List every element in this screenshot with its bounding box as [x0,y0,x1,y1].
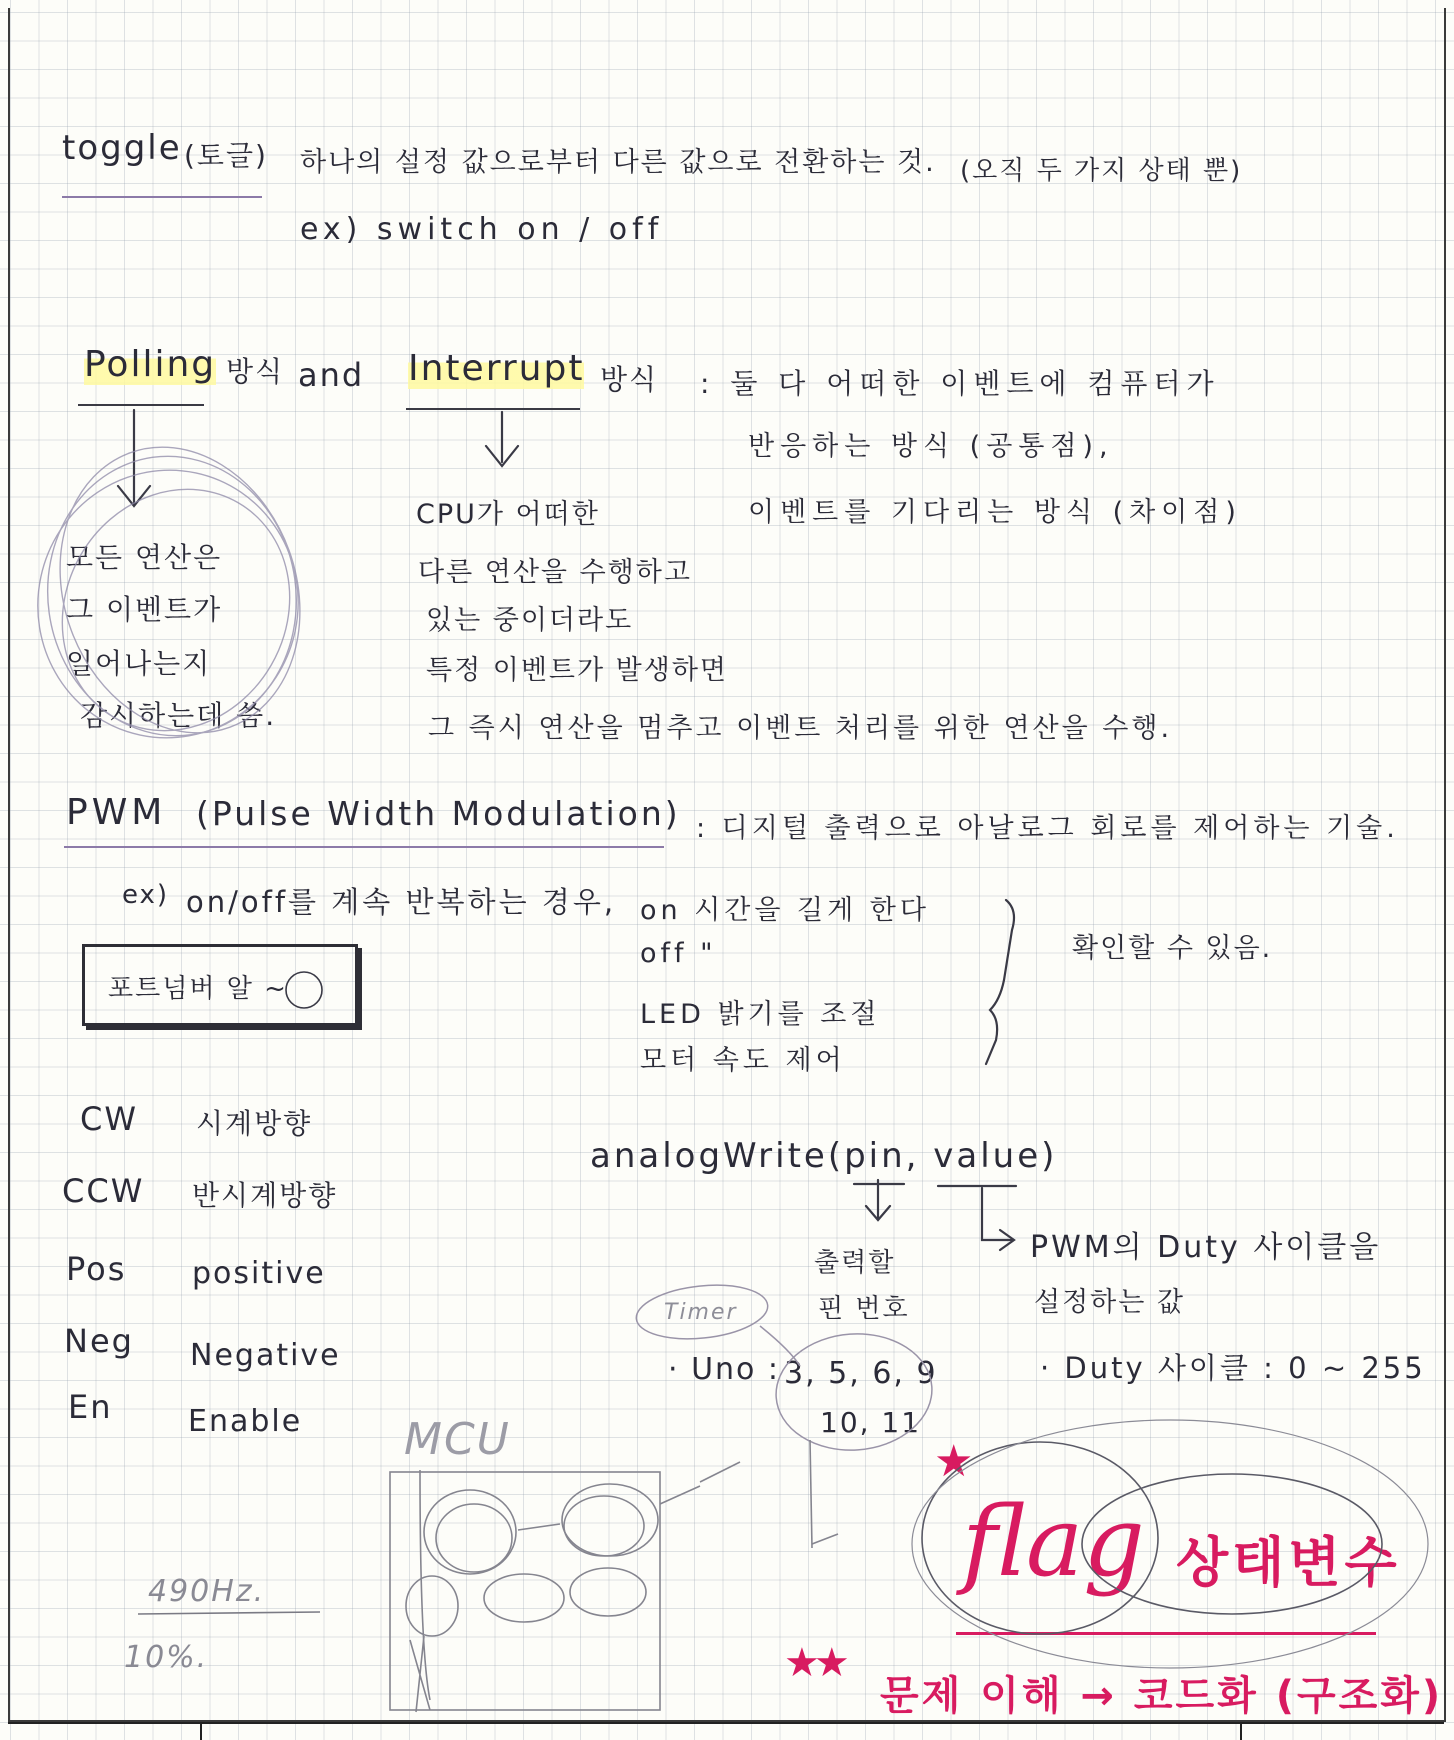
star-icon: ★★ [784,1640,844,1686]
timer-label: Timer [664,1300,738,1325]
value-note: PWM의 Duty 사이클을 [1030,1230,1382,1265]
interrupt-desc-line: 그 즉시 연산을 멈추고 이벤트 처리를 위한 연산을 수행. [428,713,1173,744]
common-line-2: 반응하는 방식 (공통점), [748,431,1114,462]
flag-bottom-note: 문제 이해 → 코드화 (구조화) [880,1673,1444,1719]
analogwrite-function: analogWrite(pin, value) [590,1136,1058,1176]
toggle-term-korean: (토글) [184,139,268,172]
uno-pins: 3, 5, 6, 9 [784,1356,938,1391]
duty-range: · Duty 사이클 : 0 ~ 255 [1040,1351,1426,1385]
pin-note: 핀 번호 [818,1294,910,1324]
uno-pins: 10, 11 [820,1406,922,1439]
polling-desc-line: 감시하는데 씀. [80,699,277,732]
pwm-brace [986,900,1014,1064]
polling-desc-line: 일어나는지 [66,647,212,680]
pwm-case: 모터 속도 제어 [640,1045,846,1076]
flag-meaning: 상태변수 [1176,1531,1401,1594]
interrupt-desc-line: CPU가 어떠한 [416,499,600,530]
toggle-definition: 하나의 설정 값으로부터 다른 값으로 전환하는 것. [300,147,936,178]
toggle-example: ex) switch on / off [300,212,664,247]
interrupt-desc-line: 다른 연산을 수행하고 [418,557,692,588]
pwm-case: off " [640,938,717,969]
frequency-underline [138,1612,320,1614]
pwm-full-name: (Pulse Width Modulation) [196,794,681,833]
pwm-case: LED 밝기를 조절 [640,999,881,1030]
percent-note: 10%. [124,1640,209,1675]
abbr-term: CW [80,1100,138,1138]
flag-word: flag [962,1486,1145,1598]
interrupt-term: Interrupt [408,348,585,389]
pwm-case: on 시간을 길게 한다 [640,895,930,926]
pwm-result: 확인할 수 있음. [1072,933,1273,964]
polling-desc-line: 모든 연산은 [66,541,223,574]
abbr-term: Neg [64,1322,134,1360]
pin-note: 출력할 [814,1248,896,1278]
abbr-meaning: Negative [190,1338,341,1373]
timer-marks [634,1279,936,1455]
polling-scribble [13,413,339,772]
abbr-meaning: positive [192,1256,326,1291]
tilde-circle [286,972,322,1008]
mcu-drawing [390,1440,838,1712]
flag-circles [912,1420,1428,1668]
abbr-term: Pos [66,1250,127,1288]
polling-desc-line: 그 이벤트가 [66,593,223,626]
polling-suffix: 방식 [226,355,285,388]
abbr-meaning: 반시계방향 [192,1179,338,1212]
common-line-1: : 둘 다 어떠한 이벤트에 컴퓨터가 [700,367,1220,400]
toggle-term: toggle [62,128,182,168]
mcu-label: MCU [404,1414,511,1465]
interrupt-desc-line: 특정 이벤트가 발생하면 [426,655,728,686]
pwm-example-text: on/off를 계속 반복하는 경우, [186,885,617,919]
abbr-term: CCW [62,1172,145,1210]
pwm-definition: : 디지털 출력으로 아날로그 회로를 제어하는 기술. [696,813,1399,844]
difference-line: 이벤트를 기다리는 방식 (차이점) [748,497,1242,528]
abbr-term: En [68,1388,113,1426]
interrupt-suffix: 방식 [600,363,659,396]
uno-label: · Uno : [668,1352,781,1387]
star-icon: ★ [934,1436,976,1487]
interrupt-desc-line: 있는 중이더라도 [426,605,634,636]
abbr-meaning: Enable [188,1404,303,1439]
toggle-note: (오직 두 가지 상태 뿐) [960,156,1243,186]
value-note: 설정하는 값 [1034,1287,1185,1318]
and-word: and [298,356,365,394]
frequency-note: 490Hz. [148,1574,266,1609]
value-arrow [982,1188,1012,1240]
abbr-meaning: 시계방향 [196,1107,313,1140]
pwm-example-label: ex) [122,880,170,910]
polling-term: Polling [84,344,217,385]
pwm-term: PWM [66,792,167,833]
port-number-note: 포트넘버 알 ~ [108,974,288,1004]
